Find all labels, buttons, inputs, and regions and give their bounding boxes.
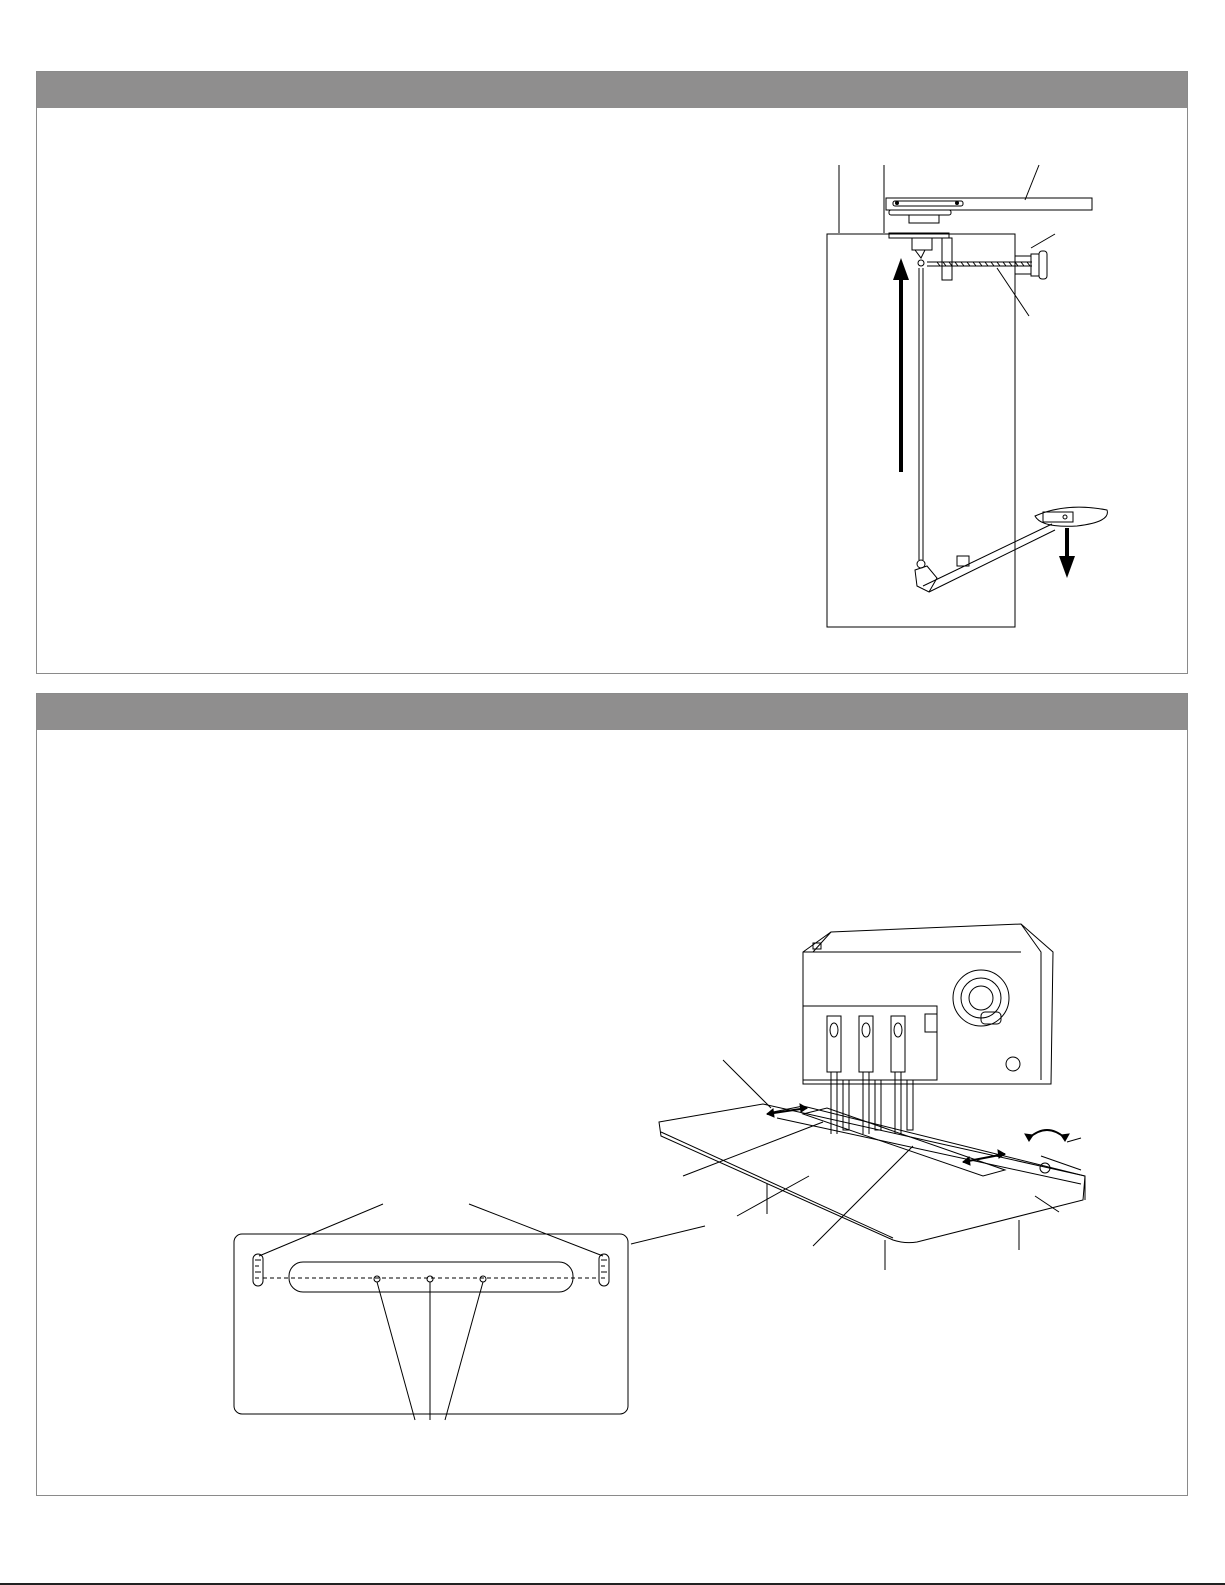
drill-head-2 [859, 1016, 881, 1134]
panel-body [37, 108, 1187, 673]
stop-bar [886, 198, 1092, 210]
drill-head-3 [891, 1016, 913, 1134]
section-panel-top [36, 71, 1188, 674]
section-header-bar [37, 72, 1187, 108]
arrow-up-icon [893, 258, 909, 472]
rotate-arrow-icon [1025, 1130, 1069, 1141]
section-panel-bottom [36, 693, 1188, 1496]
section-header-bar [37, 694, 1187, 730]
panel-body [37, 730, 1187, 1495]
arrow-down-icon [1059, 528, 1075, 578]
foot-pedal-mechanism-illustration [37, 108, 1189, 675]
paper-drill-table-illustration [37, 730, 1189, 1497]
